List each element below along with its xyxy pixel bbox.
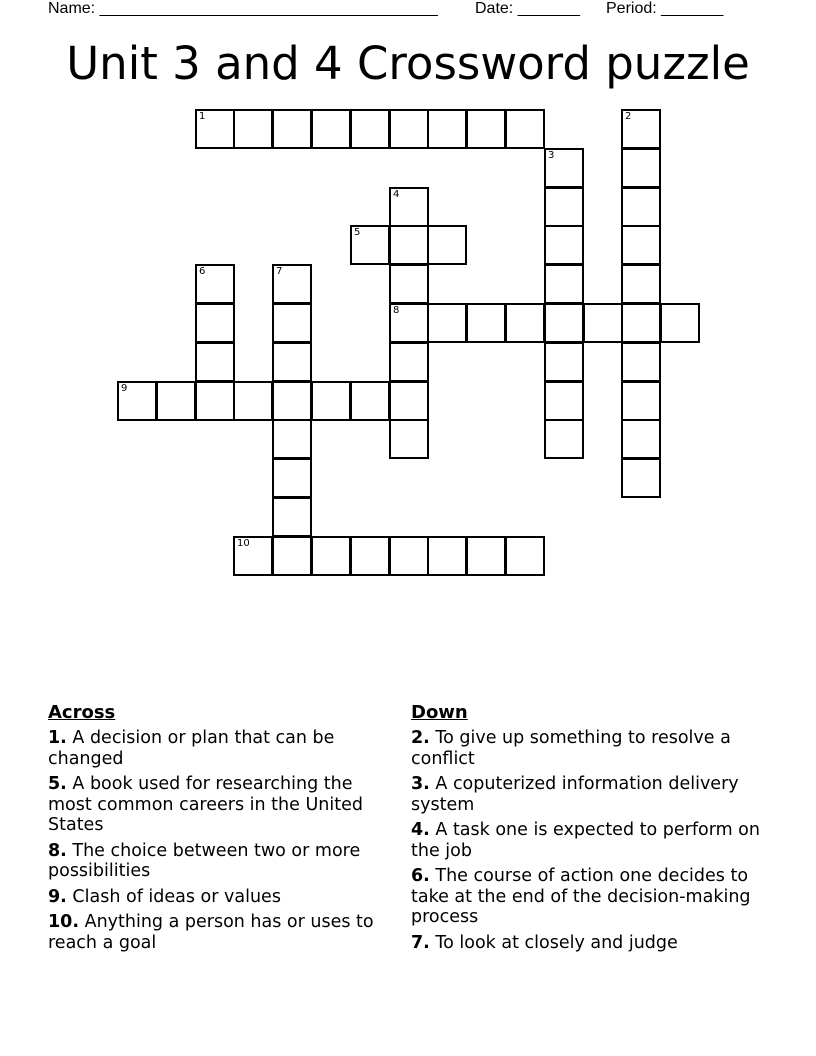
cell-number: 6: [199, 266, 206, 277]
clue-across-5: [48, 774, 394, 836]
clue-across-9: [48, 887, 394, 908]
cell-number: 5: [354, 227, 361, 238]
clue-text: The course of action one decides to take at the end of the decision-making process: [411, 866, 751, 927]
clue-down-3: [411, 774, 761, 815]
date-field-label[interactable]: Date: _______: [475, 0, 580, 17]
across-clues: [48, 702, 394, 958]
clue-across-8: [48, 841, 394, 882]
cell-number: 9: [121, 383, 128, 394]
cell-number: 10: [237, 538, 250, 549]
grid-cell[interactable]: [621, 419, 661, 459]
clue-across-10: [48, 912, 394, 953]
grid-cell[interactable]: [389, 536, 429, 576]
grid-cell[interactable]: [544, 225, 584, 265]
grid-cell[interactable]: [156, 381, 196, 421]
grid-cell[interactable]: [389, 109, 429, 149]
down-clues: [411, 702, 761, 958]
grid-cell[interactable]: [272, 264, 312, 304]
grid-cell[interactable]: [350, 109, 390, 149]
grid-cell[interactable]: [544, 303, 584, 343]
grid-cell[interactable]: [621, 187, 661, 227]
clue-down-4: [411, 820, 761, 861]
cell-number: 2: [625, 111, 632, 122]
grid-cell[interactable]: [621, 109, 661, 149]
clue-text: A decision or plan that can be changed: [48, 728, 335, 769]
grid-cell[interactable]: [272, 497, 312, 537]
grid-cell[interactable]: [427, 536, 467, 576]
clue-number: 9.: [48, 886, 67, 907]
cell-number: 3: [548, 150, 555, 161]
clue-number: 2.: [411, 728, 430, 748]
clue-text: To give up something to resolve a conflict: [411, 728, 731, 769]
grid-cell[interactable]: [427, 225, 467, 265]
grid-cell[interactable]: [311, 381, 351, 421]
grid-cell[interactable]: [272, 458, 312, 498]
grid-cell[interactable]: [195, 109, 235, 149]
grid-cell[interactable]: [272, 303, 312, 343]
grid-cell[interactable]: [621, 303, 661, 343]
grid-cell[interactable]: [621, 342, 661, 382]
cell-number: 1: [199, 111, 206, 122]
grid-cell[interactable]: [389, 264, 429, 304]
clue-across-1: [48, 728, 394, 769]
grid-cell[interactable]: [660, 303, 700, 343]
grid-cell[interactable]: [195, 264, 235, 304]
grid-cell[interactable]: [544, 342, 584, 382]
grid-cell[interactable]: [621, 264, 661, 304]
clue-text: The choice between two or more possibilities: [48, 840, 361, 881]
grid-cell[interactable]: [233, 381, 273, 421]
grid-cell[interactable]: [389, 303, 429, 343]
grid-cell[interactable]: [389, 225, 429, 265]
grid-cell[interactable]: [272, 342, 312, 382]
down-heading: Down: [411, 702, 468, 723]
name-field-label[interactable]: Name: ______________________________________: [48, 0, 438, 17]
grid-cell[interactable]: [505, 536, 545, 576]
grid-cell[interactable]: [272, 109, 312, 149]
grid-cell[interactable]: [389, 419, 429, 459]
grid-cell[interactable]: [544, 187, 584, 227]
grid-cell[interactable]: [195, 342, 235, 382]
clue-text: Anything a person has or uses to reach a goal: [48, 912, 374, 953]
grid-cell[interactable]: [195, 381, 235, 421]
grid-cell[interactable]: [544, 148, 584, 188]
clue-text: A coputerized information delivery system: [411, 774, 739, 815]
clue-number: 8.: [48, 840, 67, 861]
grid-cell[interactable]: [621, 458, 661, 498]
clue-number: 5.: [48, 774, 67, 794]
cell-number: 7: [276, 266, 283, 277]
grid-cell[interactable]: [621, 148, 661, 188]
grid-cell[interactable]: [466, 109, 506, 149]
grid-cell[interactable]: [544, 264, 584, 304]
grid-cell[interactable]: [427, 109, 467, 149]
clue-text: Clash of ideas or values: [72, 886, 281, 907]
grid-cell[interactable]: [311, 536, 351, 576]
grid-cell[interactable]: [427, 303, 467, 343]
clue-text: To look at closely and judge: [435, 932, 678, 953]
clue-number: 7.: [411, 932, 430, 953]
clue-down-2: [411, 728, 761, 769]
cell-number: 8: [393, 305, 400, 316]
clue-text: A book used for researching the most common careers in the United States: [48, 774, 363, 835]
across-heading: Across: [48, 702, 116, 723]
cell-number: 4: [393, 189, 400, 200]
clue-text: A task one is expected to perform on the job: [411, 820, 760, 861]
grid-cell[interactable]: [505, 303, 545, 343]
clue-number: 3.: [411, 774, 430, 794]
clue-number: 10.: [48, 912, 80, 932]
grid-cell[interactable]: [272, 381, 312, 421]
grid-cell[interactable]: [389, 342, 429, 382]
grid-cell[interactable]: [505, 109, 545, 149]
grid-cell[interactable]: [117, 381, 157, 421]
grid-cell[interactable]: [544, 419, 584, 459]
clue-down-7: [411, 933, 761, 954]
grid-cell[interactable]: [195, 303, 235, 343]
clue-number: 6.: [411, 866, 430, 886]
grid-cell[interactable]: [583, 303, 623, 343]
grid-cell[interactable]: [621, 381, 661, 421]
grid-cell[interactable]: [272, 419, 312, 459]
grid-cell[interactable]: [233, 109, 273, 149]
grid-cell[interactable]: [272, 536, 312, 576]
clue-number: 4.: [411, 820, 430, 840]
grid-cell[interactable]: [350, 381, 390, 421]
period-field-label[interactable]: Period: _______: [606, 0, 724, 17]
grid-cell[interactable]: [466, 303, 506, 343]
clue-number: 1.: [48, 728, 67, 748]
grid-cell[interactable]: [350, 536, 390, 576]
page-title: Unit 3 and 4 Crossword puzzle: [66, 37, 750, 90]
grid-cell[interactable]: [466, 536, 506, 576]
grid-cell[interactable]: [350, 225, 390, 265]
grid-cell[interactable]: [389, 187, 429, 227]
grid-cell[interactable]: [233, 536, 273, 576]
grid-cell[interactable]: [621, 225, 661, 265]
grid-cell[interactable]: [311, 109, 351, 149]
clue-down-6: [411, 866, 761, 928]
grid-cell[interactable]: [389, 381, 429, 421]
grid-cell[interactable]: [544, 381, 584, 421]
